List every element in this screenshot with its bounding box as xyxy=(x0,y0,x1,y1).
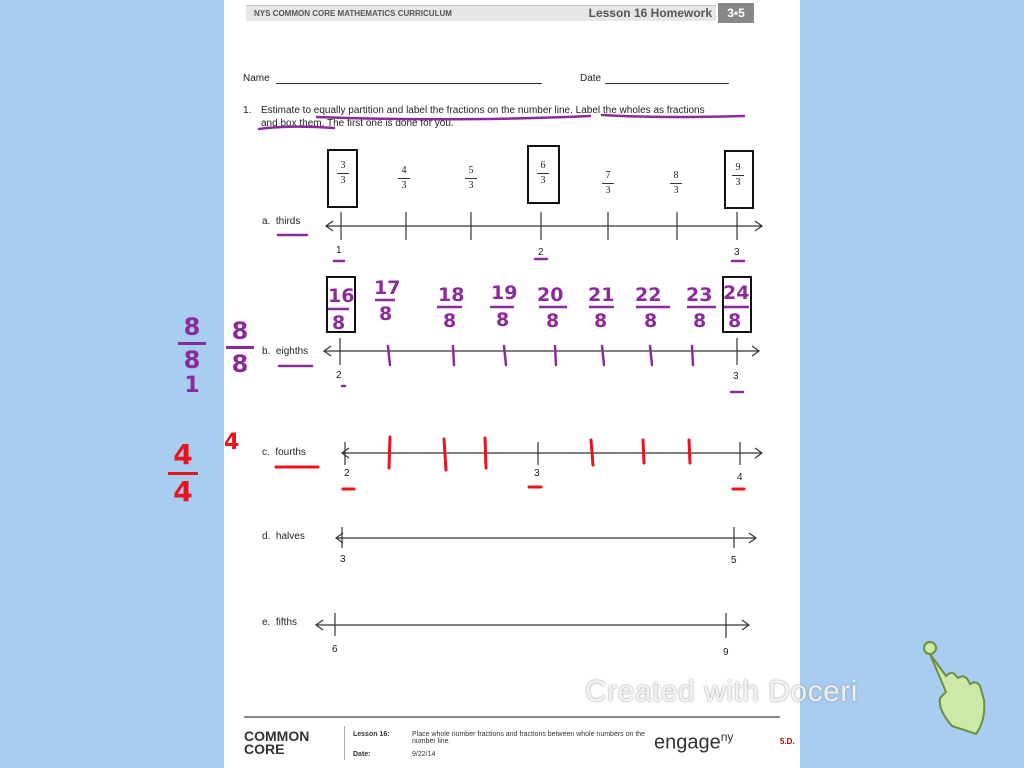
whole-label-a-1: 1 xyxy=(336,245,342,256)
page-code: 5.D. xyxy=(780,737,795,746)
part-b-label: b. eighths xyxy=(262,346,309,357)
module-badge: 3•5 xyxy=(718,3,754,23)
worksheet-page xyxy=(224,0,800,768)
hw-num-22: 22 xyxy=(635,284,662,306)
whole-label-b-3: 3 xyxy=(733,371,739,382)
question-text-line1: Estimate to equally partition and label the fractions on the number line. Label the wholes as fractions xyxy=(261,105,705,116)
question-text-line2: and box them. The first one is done for you. xyxy=(261,118,454,129)
common-core-logo: COMMON CORE xyxy=(244,728,310,757)
curriculum-header: NYS COMMON CORE MATHEMATICS CURRICULUM xyxy=(246,5,716,21)
whole-label-a-2: 2 xyxy=(538,247,544,258)
footer-date-label: Date: xyxy=(353,751,371,758)
hw-den-24: 8 xyxy=(728,310,742,332)
hw-num-23: 23 xyxy=(686,284,713,306)
footer-rule xyxy=(244,716,780,718)
hw-den-18: 8 xyxy=(443,310,457,332)
lesson-title: Lesson 16 Homework xyxy=(588,6,712,20)
margin-note-mark: 4 xyxy=(224,430,240,455)
red-annotations xyxy=(276,437,744,489)
doceri-watermark: Created with Doceri xyxy=(585,675,858,708)
footer-date-value: 9/22/14 xyxy=(412,751,436,758)
hw-num-20: 20 xyxy=(537,284,564,306)
part-d-label: d. halves xyxy=(262,531,305,542)
hw-den-17: 8 xyxy=(379,303,393,325)
date-label: Date xyxy=(580,73,602,84)
fraction-7-3: 7 3 xyxy=(598,170,618,197)
fraction-5-3: 5 3 xyxy=(461,165,481,192)
hw-num-24: 24 xyxy=(723,282,750,304)
footer-lesson-desc: Place whole number fractions and fractions between whole numbers on the number line. xyxy=(412,731,646,745)
whole-label-c-2: 2 xyxy=(344,468,350,479)
part-e-label: e. fifths xyxy=(262,617,298,628)
part-a-label: a. thirds xyxy=(262,216,301,227)
fraction-9-3: 9 3 xyxy=(728,162,748,189)
hw-den-20: 8 xyxy=(546,310,560,332)
hw-num-16: 16 xyxy=(328,285,355,307)
whole-label-b-2: 2 xyxy=(336,370,342,381)
hw-num-17: 17 xyxy=(374,277,401,299)
hw-den-23: 8 xyxy=(693,310,707,332)
whole-label-e-6: 6 xyxy=(332,644,338,655)
hw-num-18: 18 xyxy=(438,284,465,306)
fraction-4-3: 4 3 xyxy=(394,165,414,192)
engage-ny-logo: engage$^{ny}$ xyxy=(654,730,734,754)
whole-label-d-3: 3 xyxy=(340,554,346,565)
whole-label-e-9: 9 xyxy=(723,647,729,658)
whole-label-a-3: 3 xyxy=(734,247,740,258)
hw-num-19: 19 xyxy=(491,282,518,304)
whole-label-d-5: 5 xyxy=(731,555,737,566)
footer-divider xyxy=(344,726,345,760)
hw-den-22: 8 xyxy=(644,310,658,332)
footer-lesson-label: Lesson 16: xyxy=(353,731,390,738)
fraction-8-3: 8 3 xyxy=(666,170,686,197)
fraction-6-3: 6 3 xyxy=(533,160,553,187)
hw-num-21: 21 xyxy=(588,284,615,306)
margin-note-eight-eighths-a: 8 8 1 xyxy=(178,314,206,399)
question-number: 1. xyxy=(243,105,252,116)
hw-den-16: 8 xyxy=(332,312,346,334)
doceri-hand-icon xyxy=(918,640,990,740)
whole-label-c-4: 4 xyxy=(737,472,743,483)
margin-note-one: 1 xyxy=(184,373,200,398)
whole-label-c-3: 3 xyxy=(534,468,540,479)
name-label: Name xyxy=(243,73,270,84)
hw-den-21: 8 xyxy=(594,310,608,332)
margin-note-eight-eighths-b: 8 8 xyxy=(226,318,254,377)
fraction-3-3: 3 3 xyxy=(333,160,353,187)
eighths-handwritten xyxy=(224,0,800,420)
part-c-label: c. fourths xyxy=(262,447,306,458)
hw-den-19: 8 xyxy=(496,309,510,331)
margin-note-four-fourths: 4 4 xyxy=(168,440,198,507)
